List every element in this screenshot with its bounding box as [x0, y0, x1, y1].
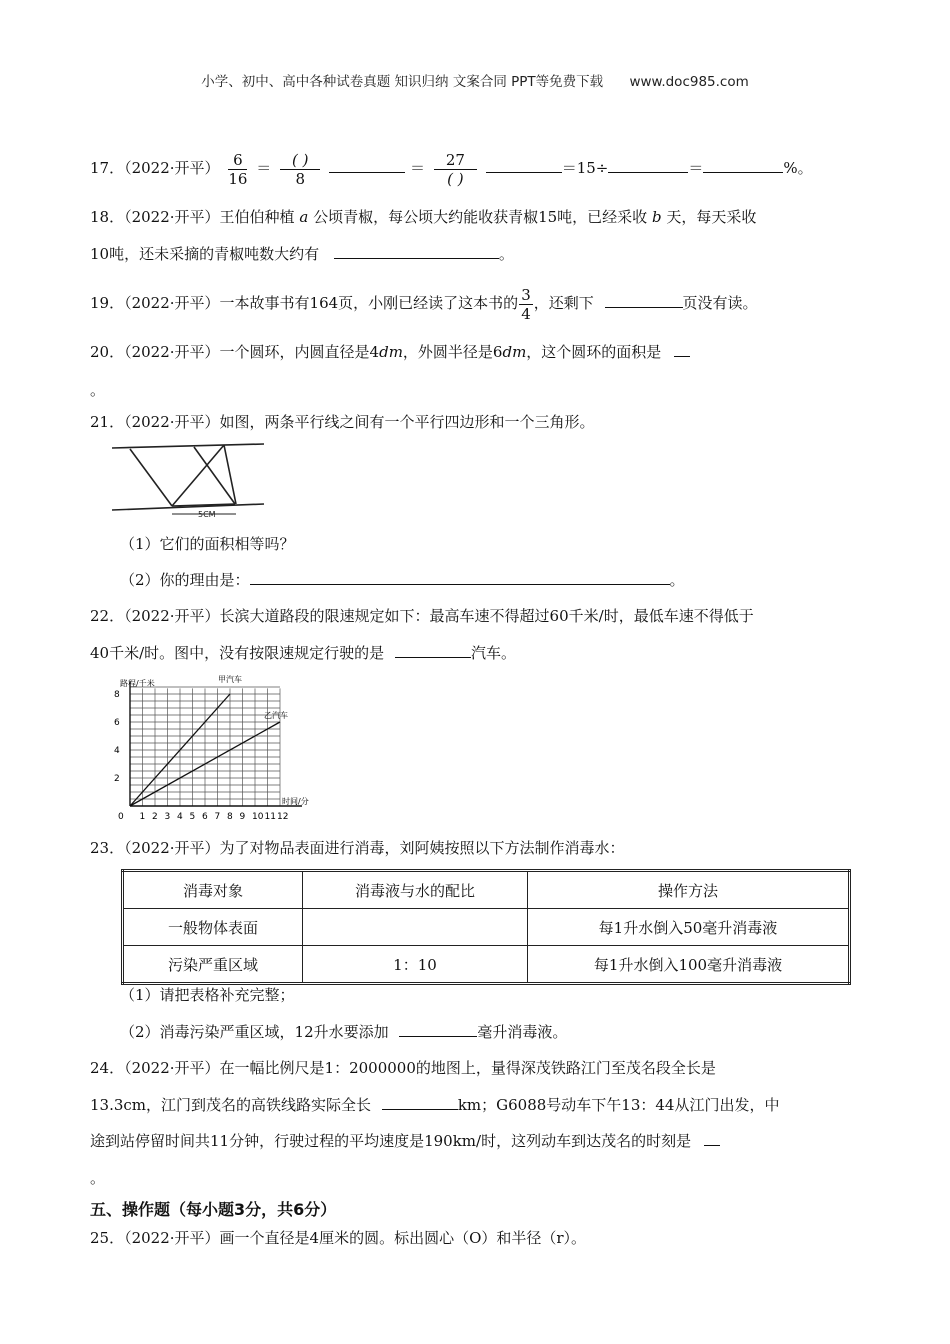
x-axis-label: 时间/分	[282, 797, 309, 806]
x-tick-label: 1	[139, 812, 146, 822]
answer-blank[interactable]	[382, 1095, 458, 1110]
answer-blank[interactable]	[703, 158, 783, 173]
question-number: 23．	[90, 839, 125, 857]
table-header-row	[123, 871, 850, 909]
question-source: （2022·开平）	[124, 343, 220, 361]
answer-blank[interactable]	[605, 293, 683, 308]
question-source: （2022·开平）	[124, 1229, 220, 1247]
table-header-cell: 消毒对象	[123, 871, 303, 909]
measure-label: 5CM	[198, 510, 216, 519]
question-24: 24．（2022·开平）在一幅比例尺是1：2000000的地图上，量得深茂铁路江门至茂名段全长是	[90, 1059, 716, 1077]
question-number: 17．	[90, 159, 125, 177]
x-tick-label: 8	[227, 812, 233, 822]
x-tick-label: 9	[239, 812, 246, 822]
triangle-left-edge	[172, 445, 224, 506]
table-row	[123, 946, 850, 984]
fraction-3-4: $\frac{3}{4}$	[521, 285, 531, 323]
x-tick-label: 7	[214, 812, 221, 822]
x-tick-label: 6	[202, 812, 208, 822]
question-19: 19．（2022·开平）一本故事书有164页，小刚已经读了这本书的 $\frac{3}{4}$ ，还剩下 页没有读。	[90, 285, 758, 323]
question-source: （2022·开平）	[124, 294, 220, 312]
question-20: 20．（2022·开平）一个圆环，内圆直径是4dm，外圆半径是6dm，这个圆环的面积是	[90, 342, 690, 362]
question-number: 22．	[90, 607, 125, 625]
y-axis-label: 路程/千米	[120, 679, 155, 688]
x-tick-label: 4	[177, 812, 183, 822]
question-24-cont2: 途到站停留时间共11分钟，行驶过程的平均速度是190km/时，这列动车到达茂名的时刻是	[90, 1131, 720, 1151]
question-source: （2022·开平）	[124, 607, 220, 625]
question-number: 24．	[90, 1059, 125, 1077]
question-20-end: 。	[90, 381, 106, 399]
x-tick-label: 12	[277, 812, 289, 822]
question-number: 20．	[90, 343, 125, 361]
question-number: 25．	[90, 1229, 125, 1247]
answer-blank[interactable]	[395, 643, 471, 658]
question-source: （2022·开平）	[124, 208, 220, 226]
question-21-sub2: （2）你的理由是： 。	[120, 571, 685, 589]
triangle-right-edge	[224, 445, 236, 504]
answer-blank[interactable]	[486, 158, 562, 173]
header-text: 小学、初中、高中各种试卷真题 知识归纳 文案合同 PPT等免费下载	[201, 74, 604, 90]
speed-chart	[108, 672, 358, 822]
answer-blank[interactable]	[608, 158, 688, 173]
series-label: 乙汽车	[264, 711, 288, 720]
page-header	[0, 70, 950, 90]
fraction-6-16: $\frac{6}{16}$	[228, 150, 248, 188]
question-24-end: 。	[90, 1169, 106, 1187]
question-25: 25．（2022·开平）画一个直径是4厘米的圆。标出圆心（O）和半径（r）。	[90, 1229, 587, 1247]
table-cell: 一般物体表面	[123, 909, 303, 946]
answer-cell[interactable]	[303, 909, 528, 946]
x-tick-label: 3	[164, 812, 171, 822]
x-tick-label: 11	[264, 812, 276, 822]
table-row	[123, 909, 850, 946]
question-23-sub2: （2）消毒污染严重区域，12升水要添加 毫升消毒液。	[120, 1023, 568, 1041]
answer-blank[interactable]	[250, 570, 670, 585]
y-tick-label: 4	[114, 746, 120, 756]
question-source: （2022·开平）	[124, 839, 220, 857]
answer-blank[interactable]	[704, 1131, 720, 1146]
x-tick-label: 10	[252, 812, 264, 822]
top-parallel-line	[112, 444, 264, 448]
question-23: 23．（2022·开平）为了对物品表面进行消毒，刘阿姨按照以下方法制作消毒水：	[90, 839, 625, 857]
x-tick-label: 0	[118, 812, 124, 822]
question-21-sub1: （1）它们的面积相等吗？	[120, 535, 295, 553]
question-23-sub1: （1）请把表格补充完整；	[120, 986, 295, 1004]
y-tick-label: 2	[114, 774, 120, 784]
table-cell: 每1升水倒入50毫升消毒液	[528, 909, 850, 946]
table-cell: 污染严重区域	[123, 946, 303, 984]
question-source: （2022·开平）	[124, 1059, 220, 1077]
table-header-cell: 操作方法	[528, 871, 850, 909]
question-18-cont: 10吨，还未采摘的青椒吨数大约有 。	[90, 245, 514, 263]
answer-blank[interactable]	[334, 244, 499, 259]
question-number: 18．	[90, 208, 125, 226]
question-18: 18．（2022·开平）王伯伯种植 a 公顷青椒，每公顷大约能收获青椒15吨，已经采收 b 天，每天采收	[90, 208, 757, 226]
section-title: 五、操作题（每小题3分，共6分）	[90, 1200, 337, 1219]
parallel-lines-figure	[112, 440, 267, 520]
series-label: 甲汽车	[218, 675, 242, 684]
question-22: 22．（2022·开平）长滨大道路段的限速规定如下：最高车速不得超过60千米/时，最低车速不得低于	[90, 607, 754, 625]
question-number: 21．	[90, 413, 125, 431]
x-tick-label: 2	[152, 812, 158, 822]
table-cell: 每1升水倒入100毫升消毒液	[528, 946, 850, 984]
question-number: 19．	[90, 294, 125, 312]
question-17: 17．（2022·开平） $\frac{6}{16}$ ＝ $\frac{( )}{8}$ ＝ $\frac{27}{( )}$ ＝15÷ ＝ %。	[90, 150, 813, 188]
question-22-cont: 40千米/时。图中，没有按限速规定行驶的是 汽车。	[90, 644, 516, 662]
table-header-cell: 消毒液与水的配比	[303, 871, 528, 909]
question-21: 21．（2022·开平）如图，两条平行线之间有一个平行四边形和一个三角形。	[90, 413, 595, 431]
question-source: （2022·开平）	[124, 413, 220, 431]
question-24-cont: 13.3cm，江门到茂名的高铁线路实际全长 km；G6088号动车下午13：44从江门出发，中	[90, 1096, 780, 1114]
y-tick-label: 8	[114, 690, 120, 700]
table-cell: 1：10	[303, 946, 528, 984]
question-source: （2022·开平）	[124, 159, 220, 177]
answer-blank[interactable]	[329, 158, 405, 173]
answer-blank[interactable]	[399, 1022, 477, 1037]
fraction-blank-8: $\frac{( )}{8}$	[280, 151, 320, 188]
y-tick-label: 6	[114, 718, 120, 728]
disinfectant-table	[121, 869, 851, 985]
answer-blank[interactable]	[674, 342, 690, 357]
parallelogram-left-edge	[130, 449, 172, 506]
x-tick-label: 5	[189, 812, 196, 822]
header-url[interactable]: www.doc985.com	[629, 74, 749, 90]
fraction-27-blank: $\frac{27}{( )}$	[434, 151, 477, 188]
